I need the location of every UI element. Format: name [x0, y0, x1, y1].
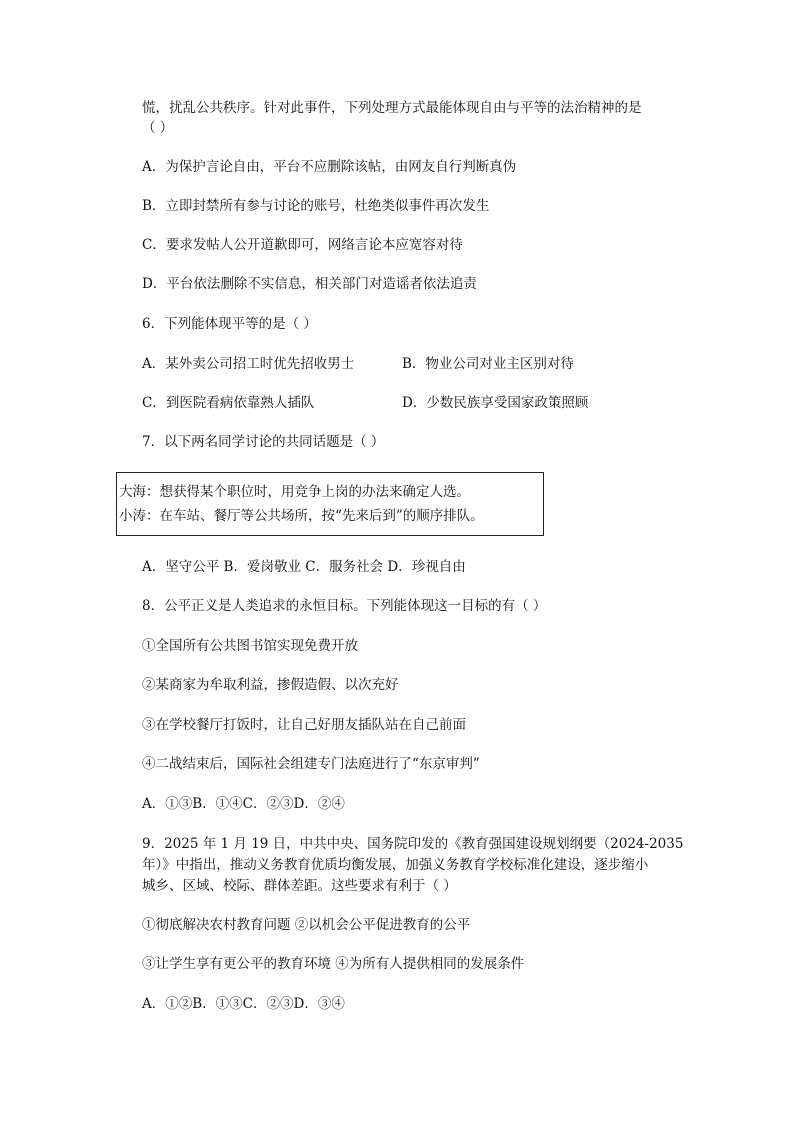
q5-option-a: A．为保护言论自由，平台不应删除该帖，由网友自行判断真伪 — [142, 159, 517, 175]
q6-option-d: D．少数民族享受国家政策照顾 — [402, 395, 589, 411]
q5-stem-line-1: 慌，扰乱公共秩序。针对此事件，下列处理方式最能体现自由与平等的法治精神的是 — [142, 100, 642, 116]
q5-option-d: D．平台依法删除不实信息，相关部门对造谣者依法追责 — [142, 276, 477, 292]
q7-dialogue-line-dahai: 大海：想获得某个职位时，用竞争上岗的办法来确定人选。 — [119, 484, 470, 500]
q5-stem-line-2: （ ） — [142, 120, 174, 136]
q8-item-4: ④二战结束后，国际社会组建专门法庭进行了“东京审判” — [142, 756, 480, 772]
q9-stem-line-1: 9．2025 年 1 月 19 日，中共中央、国务院印发的《教育强国建设规划纲要（2024-2035 — [142, 836, 684, 852]
q7-options: A．坚守公平 B．爱岗敬业 C．服务社会 D．珍视自由 — [142, 559, 466, 575]
q6-stem: 6．下列能体现平等的是（ ） — [142, 316, 317, 332]
q6-option-b: B．物业公司对业主区别对待 — [402, 356, 574, 372]
q5-option-b: B．立即封禁所有参与讨论的账号，杜绝类似事件再次发生 — [142, 198, 490, 214]
q8-stem: 8．公平正义是人类追求的永恒目标。下列能体现这一目标的有（ ） — [142, 598, 547, 614]
q7-dialogue-box — [116, 472, 544, 536]
q7-stem: 7．以下两名同学讨论的共同话题是（ ） — [142, 434, 385, 450]
q9-items-line-1: ①彻底解决农村教育问题 ②以机会公平促进教育的公平 — [142, 917, 471, 933]
q8-item-2: ②某商家为牟取利益，掺假造假、以次充好 — [142, 677, 399, 693]
q6-option-c: C．到医院看病依靠熟人插队 — [142, 395, 315, 411]
q6-option-a: A．某外卖公司招工时优先招收男士 — [142, 356, 355, 372]
q9-stem-line-3: 城乡、区域、校际、群体差距。这些要求有利于（ ） — [142, 878, 457, 894]
q9-options: A．①②B．①③C．②③D．③④ — [142, 996, 345, 1012]
q8-item-3: ③在学校餐厅打饭时，让自己好朋友插队站在自己前面 — [142, 717, 466, 733]
q7-dialogue-line-xiaotao: 小涛：在车站、餐厅等公共场所，按“先来后到”的顺序排队。 — [119, 508, 484, 524]
q5-option-c: C．要求发帖人公开道歉即可，网络言论本应宽容对待 — [142, 237, 463, 253]
q9-stem-line-2: 年）》中指出，推动义务教育优质均衡发展，加强义务教育学校标准化建设，逐步缩小 — [142, 857, 649, 873]
q8-options: A．①③B．①④C．②③D．②④ — [142, 796, 345, 812]
q9-items-line-2: ③让学生享有更公平的教育环境 ④为所有人提供相同的发展条件 — [142, 956, 525, 972]
q8-item-1: ①全国所有公共图书馆实现免费开放 — [142, 638, 358, 654]
